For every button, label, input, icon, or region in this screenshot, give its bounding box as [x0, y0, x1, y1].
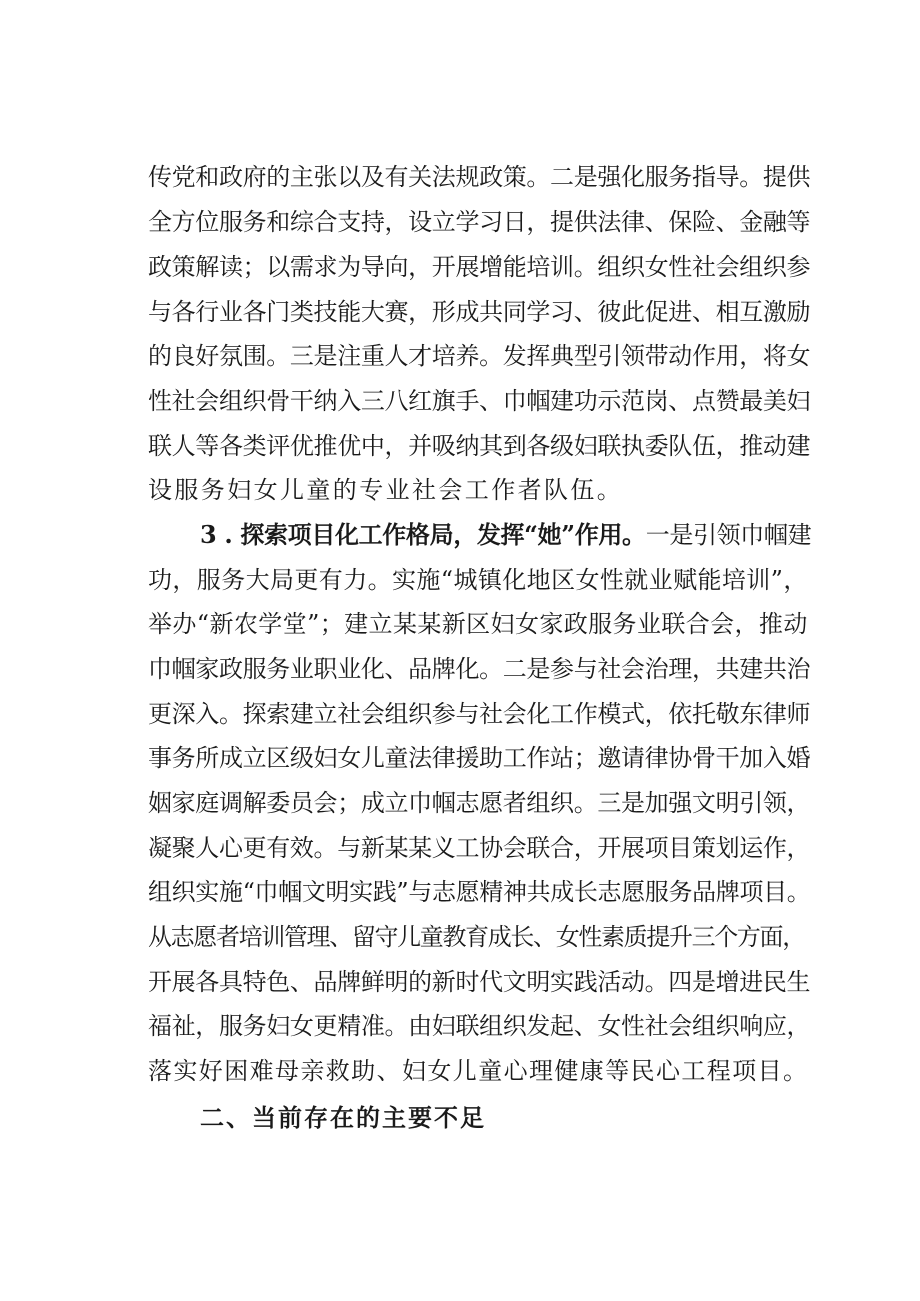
section-heading: 二、当前存在的主要不足	[200, 1104, 486, 1132]
text-line: 事务所成立区级妇女儿童法律援助工作站；邀请律协骨干加入婚	[148, 744, 811, 772]
text-line: 开展各具特色、品牌鲜明的新时代文明实践活动。四是增进民生	[148, 968, 811, 996]
text-line: 与各行业各门类技能大赛，形成共同学习、彼此促进、相互激励	[148, 298, 811, 326]
text-line: 传党和政府的主张以及有关法规政策。二是强化服务指导。提供	[148, 163, 811, 191]
text-line: 性社会组织骨干纳入三八红旗手、巾帼建功示范岗、点赞最美妇	[148, 387, 811, 415]
text-line: 联人等各类评优推优中，并吸纳其到各级妇联执委队伍，推动建	[148, 432, 811, 460]
text-line: 更深入。探索建立社会组织参与社会化工作模式，依托敬东律师	[148, 700, 811, 728]
text-line: 功，服务大局更有力。实施“城镇化地区女性就业赋能培训”，	[148, 566, 808, 594]
text-line: 姻家庭调解委员会；成立巾帼志愿者组织。三是加强文明引领，	[148, 789, 811, 817]
paragraph-2-first-line	[200, 518, 811, 552]
text-line: 设服务妇女儿童的专业社会工作者队伍。	[148, 476, 624, 504]
text-line: 政策解读；以需求为导向，开展增能培训。组织女性社会组织参	[148, 253, 811, 281]
text-line: 巾帼家政服务业职业化、品牌化。二是参与社会治理，共建共治	[148, 655, 811, 683]
text-line: 全方位服务和综合支持，设立学习日，提供法律、保险、金融等	[148, 208, 811, 236]
text-line: 的良好氛围。三是注重人才培养。发挥典型引领带动作用，将女	[148, 342, 811, 370]
text-line: 福祉，服务妇女更精准。由妇联组织发起、女性社会组织响应，	[148, 1012, 811, 1040]
text-line: 落实好困难母亲救助、妇女儿童心理健康等民心工程项目。	[148, 1057, 809, 1085]
text-line: 举办“新农学堂”；建立某某新区妇女家政服务业联合会，推动	[148, 610, 808, 638]
lead-line-rest: 一是引领巾帼建	[645, 521, 812, 549]
text-line: 凝聚人心更有效。与新某某义工协会联合，开展项目策划运作，	[148, 834, 811, 862]
text-line: 从志愿者培训管理、留守儿童教育成长、女性素质提升三个方面，	[148, 923, 805, 951]
bold-lead-title: 3 . 探索项目化工作格局，发挥“她”作用。	[200, 520, 646, 549]
text-line: 组织实施“巾帼文明实践”与志愿精神共成长志愿服务品牌项目。	[148, 878, 811, 906]
